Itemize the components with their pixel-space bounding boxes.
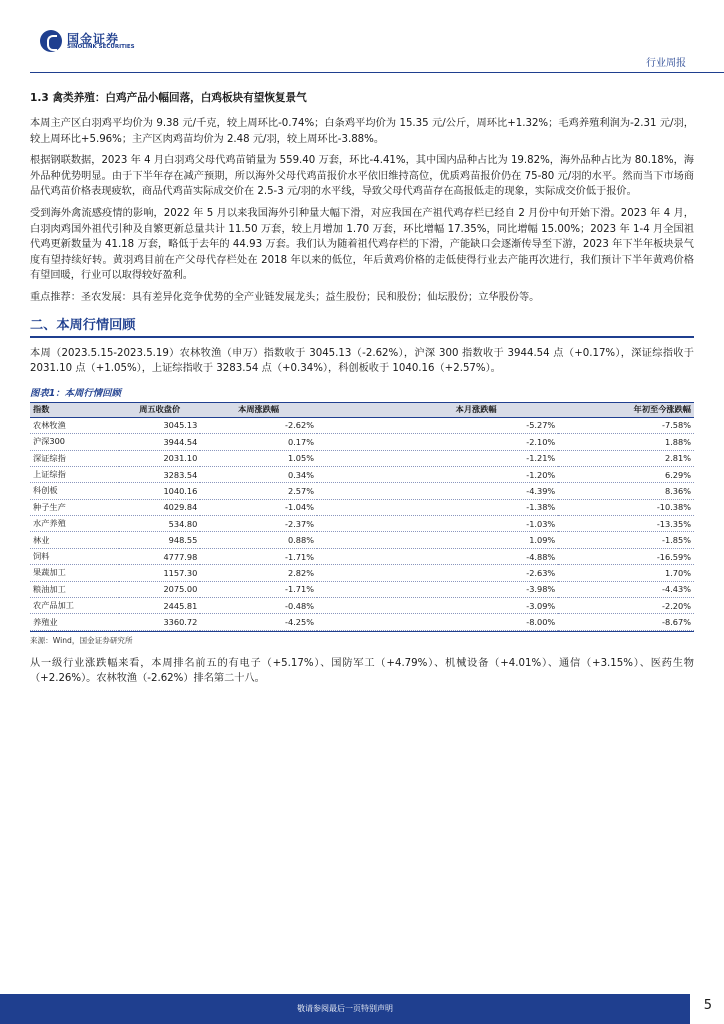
column-header-monthly-change: 本月涨跌幅 <box>317 402 558 417</box>
table-row <box>30 565 694 581</box>
table-cell: 科创板 <box>30 483 119 499</box>
table-row <box>30 598 694 614</box>
table-row <box>30 417 694 433</box>
table-cell: 2445.81 <box>119 598 200 614</box>
table-cell: 种子生产 <box>30 499 119 515</box>
paragraph-recommendations: 重点推荐：圣农发展：具有差异化竞争优势的全产业链发展龙头；益生股份；民和股份；仙坛股份；立华股份等。 <box>30 291 540 303</box>
table-cell: -2.10% <box>317 434 558 450</box>
table-cell: -3.09% <box>317 598 558 614</box>
table-cell: -4.88% <box>317 548 558 564</box>
table-cell: 2.57% <box>200 483 317 499</box>
table-cell: 2.82% <box>200 565 317 581</box>
table-cell: 6.29% <box>558 466 694 482</box>
table-cell: -1.71% <box>200 581 317 597</box>
table-cell: -8.00% <box>317 614 558 630</box>
table-row <box>30 499 694 515</box>
logo-english-name: SINOLINK SECURITIES <box>67 44 135 50</box>
section-title: 二、本周行情回顾 <box>30 317 136 333</box>
table-cell: -4.43% <box>558 581 694 597</box>
table-cell: 农产品加工 <box>30 598 119 614</box>
logo-chinese-name: 国金证券 <box>67 32 120 46</box>
table-cell: 948.55 <box>119 532 200 548</box>
table-row <box>30 483 694 499</box>
table-cell: 3944.54 <box>119 434 200 450</box>
table-row <box>30 434 694 450</box>
table-cell: 林业 <box>30 532 119 548</box>
table-cell: -4.39% <box>317 483 558 499</box>
table-cell: -3.98% <box>317 581 558 597</box>
table-cell: -1.21% <box>317 450 558 466</box>
table-cell: -1.04% <box>200 499 317 515</box>
company-logo <box>40 30 190 54</box>
section-divider <box>30 336 694 338</box>
table-cell: -1.71% <box>200 548 317 564</box>
paragraph-prices: 本周主产区白羽鸡平均价为 9.38 元/千克，较上周环比-0.74%；白条鸡平均价为 15.35 元/公斤，周环比+1.32%；毛鸡养殖利润为-2.31 元/羽，较上周环比+5.96%；主产区肉鸡苗均价为 2.48 元/羽，较上周环比-3.88%。 <box>30 118 694 145</box>
figure-title: 图表1：本周行情回顾 <box>30 387 121 399</box>
page-number: 5 <box>703 998 712 1013</box>
table-cell: -4.25% <box>200 614 317 630</box>
table-row <box>30 466 694 482</box>
table-cell: -1.38% <box>317 499 558 515</box>
table-row <box>30 516 694 532</box>
paragraph-parent-stock: 根据钢联数据，2023 年 4 月白羽鸡父母代鸡苗销量为 559.40 万套，环比-4.41%，其中国内品种占比为 19.82%，海外品种占比为 80.18%，海外品种优势明显。由于下半年存在减产预期，所以海外父母代鸡苗报价水平依旧维持高位，优质鸡苗报价仍在 75-80 元/羽的水平。然而当下市场商品代鸡苗价格表现疲软，商品代鸡苗实际成交价在 2.5-3 元/羽的水平线，导致父母代鸡苗存在高报低走的现象，实际成交价低于报价。 <box>30 155 694 198</box>
paragraph-industry-ranking: 从一级行业涨跌幅来看，本周排名前五的有电子（+5.17%）、国防军工（+4.79%）、机械设备（+4.01%）、通信（+3.15%）、医药生物（+2.26%）。农林牧渔（-2.62%）排名第二十八。 <box>30 657 694 685</box>
table-cell: -2.62% <box>200 417 317 433</box>
table-row <box>30 450 694 466</box>
table-header-row <box>30 402 694 417</box>
table-cell: 果蔬加工 <box>30 565 119 581</box>
table-cell: 粮油加工 <box>30 581 119 597</box>
table-cell: 3283.54 <box>119 466 200 482</box>
table-source-note: 来源：Wind，国金证券研究所 <box>30 635 133 645</box>
page-footer <box>0 994 690 1024</box>
table-cell: -1.03% <box>317 516 558 532</box>
table-cell: -16.59% <box>558 548 694 564</box>
table-cell: -8.67% <box>558 614 694 630</box>
table-cell: 1.09% <box>317 532 558 548</box>
subsection-title: 1.3 禽类养殖：白鸡产品小幅回落，白鸡板块有望恢复景气 <box>30 92 307 104</box>
table-row <box>30 581 694 597</box>
table-cell: 3360.72 <box>119 614 200 630</box>
table-cell: 1040.16 <box>119 483 200 499</box>
table-cell: -2.37% <box>200 516 317 532</box>
table-cell: 2031.10 <box>119 450 200 466</box>
table-cell: -2.20% <box>558 598 694 614</box>
sinolink-logo-icon <box>40 30 62 52</box>
page-header <box>0 0 724 80</box>
table-cell: -5.27% <box>317 417 558 433</box>
table-cell: -2.63% <box>317 565 558 581</box>
table-cell: -13.35% <box>558 516 694 532</box>
paragraph-grandparent-stock: 受到海外禽流感疫情的影响，2022 年 5 月以来我国海外引种量大幅下滑，对应我国在产祖代鸡存栏已经自 2 月份中旬开始下滑。2023 年 4 月，白羽肉鸡国外祖代引种及自繁更新总量共计 11.50 万套，较上月增加 1.70 万套，环比增幅 17.35%，同比增幅 15.00%；2023 年 1-4 月全国祖代鸡更新数量为 41.18 万套，略低于去年的 44.93 万套。我们认为随着祖代鸡存栏的下滑，产能缺口会逐渐传导至下游，2023 年下半年板块景气度有望持续好转。黄羽鸡目前在产父母代存栏处在 2018 年以来的低位，年后黄鸡价格的走低使得行业去产能再次进行，我们预计下半年黄鸡价格有望回暖，行业可以取得较好盈利。 <box>30 207 694 282</box>
header-divider <box>30 72 724 73</box>
table-cell: 4029.84 <box>119 499 200 515</box>
table-row <box>30 532 694 548</box>
table-bottom-rule <box>30 631 694 632</box>
table-cell: 0.34% <box>200 466 317 482</box>
market-review-table <box>30 402 694 631</box>
table-cell: 1.88% <box>558 434 694 450</box>
table-cell: 水产养殖 <box>30 516 119 532</box>
table-cell: -10.38% <box>558 499 694 515</box>
table-cell: 养殖业 <box>30 614 119 630</box>
table-cell: 饲料 <box>30 548 119 564</box>
column-header-ytd-change: 年初至今涨跌幅 <box>558 402 694 417</box>
column-header-index: 指数 <box>30 402 119 417</box>
table-cell: 1.70% <box>558 565 694 581</box>
table-row <box>30 614 694 630</box>
table-cell: -1.20% <box>317 466 558 482</box>
paragraph-market-summary: 本周（2023.5.15-2023.5.19）农林牧渔（申万）指数收于 3045.13（-2.62%），沪深 300 指数收于 3944.54 点（+0.17%），深证综指收于 2031.10 点（+1.05%），上证综指收于 3283.54 点（+0.34%），科创板收于 1040.16（+2.57%）。 <box>30 347 694 375</box>
table-cell: 8.36% <box>558 483 694 499</box>
table-cell: -0.48% <box>200 598 317 614</box>
table-cell: 0.17% <box>200 434 317 450</box>
table-cell: 1157.30 <box>119 565 200 581</box>
table-cell: 农林牧渔 <box>30 417 119 433</box>
table-cell: 0.88% <box>200 532 317 548</box>
footer-disclaimer: 敬请参阅最后一页特别声明 <box>297 1004 393 1013</box>
report-type-label: 行业周报 <box>646 58 686 69</box>
table-cell: 上证综指 <box>30 466 119 482</box>
table-cell: 4777.98 <box>119 548 200 564</box>
table-cell: -1.85% <box>558 532 694 548</box>
page-body <box>30 90 694 693</box>
table-cell: 2075.00 <box>119 581 200 597</box>
table-cell: 沪深300 <box>30 434 119 450</box>
table-cell: 534.80 <box>119 516 200 532</box>
table-cell: 1.05% <box>200 450 317 466</box>
table-cell: -7.58% <box>558 417 694 433</box>
table-cell: 3045.13 <box>119 417 200 433</box>
column-header-close: 周五收盘价 <box>119 402 200 417</box>
column-header-weekly-change: 本周涨跌幅 <box>200 402 317 417</box>
table-cell: 深证综指 <box>30 450 119 466</box>
table-cell: 2.81% <box>558 450 694 466</box>
table-row <box>30 548 694 564</box>
